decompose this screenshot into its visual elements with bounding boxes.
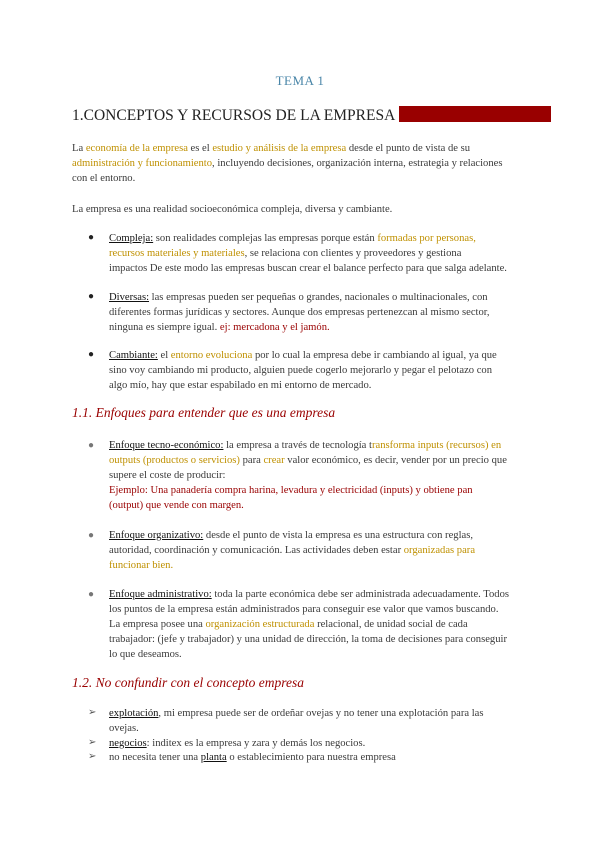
bullet-icon: ● <box>88 232 95 243</box>
section-heading: 1.CONCEPTOS Y RECURSOS DE LA EMPRESA <box>72 106 551 125</box>
arrow-item-planta: no necesita tener una planta o establecimiento para nuestra empresa <box>109 752 396 763</box>
bullet-icon: ● <box>88 530 95 541</box>
arrow-bullet-icon: ➢ <box>88 737 97 748</box>
bullet-icon: ● <box>88 440 95 451</box>
arrow-bullet-icon: ➢ <box>88 707 97 718</box>
bullet-diversas: Diversas: las empresas pueden ser pequeñas o grandes, nacionales o multinacionales, con diferentes formas jurídicas y sectores. Aunque dos empresas pertenezcan al mismo sector, ninguna es siempre igual. ej: mercadona y el jamón. <box>109 292 490 333</box>
redaction-bar <box>399 106 551 122</box>
bullet-compleja: Compleja: son realidades complejas las empresas porque están formadas por personas, recursos materiales y materiales, se relaciona con clientes y proveedores y gestiona impactos De este modo las empresas buscan crear el balance perfecto para que salga adelante. <box>109 233 507 274</box>
bullet-enfoque-organizativo: Enfoque organizativo: desde el punto de vista la empresa es una estructura con reglas, autoridad, coordinación y comunicación. Las actividades deben estar organizadas para funcionar bien. <box>109 530 476 571</box>
arrow-bullet-icon: ➢ <box>88 751 97 762</box>
arrow-item-negocios: negocios: inditex es la empresa y zara y demás los negocios. <box>109 738 366 749</box>
bullet-cambiante: Cambiante: el entorno evoluciona por lo cual la empresa debe ir cambiando al igual, ya que sino voy cambiando mi producto, alguien puede cogerlo mejorarlo y pegar el pelotazo con algo mío, hay que estar espabilado en mi entorno de mercado. <box>109 350 497 391</box>
document-header: TEMA 1 <box>275 73 325 88</box>
intro-paragraph: La economía de la empresa es el estudio y análisis de la empresa desde el punto de vista de su administración y funcionamiento, incluyendo decisiones, organización interna, estrategia y relaciones con el entorno. <box>72 143 503 184</box>
subsection-heading-1-2: 1.2. No confundir con el concepto empresa <box>72 675 304 690</box>
bullet-icon: ● <box>88 589 95 600</box>
bullet-icon: ● <box>88 291 95 302</box>
bullet-icon: ● <box>88 349 95 360</box>
summary-paragraph: La empresa es una realidad socioeconómica compleja, diversa y cambiante. <box>72 204 393 215</box>
bullet-enfoque-tecno: Enfoque tecno-económico: la empresa a través de tecnología transforma inputs (recursos) en outputs (productos o servicios) para crear valor económico, es decir, vender por un precio que supere el coste de producir: Ejemplo: Una panadería compra harina, levadura y electricidad (inputs) y obtiene pan (output) que vende con margen. <box>109 440 507 511</box>
arrow-item-explotacion: explotación, mi empresa puede ser de ordeñar ovejas y no tener una explotación para las ovejas. <box>109 708 484 734</box>
bullet-enfoque-administrativo: Enfoque administrativo: toda la parte económica debe ser administrada adecuadamente. Todos los puntos de la empresa están administrados para conseguir ese valor que vamos buscando. La empresa posee una organización estructurada relacional, de unidad social de cada trabajador: (jefe y trabajador) y una unidad de dirección, la toma de decisiones para conseguir lo que deseamos. <box>109 589 510 660</box>
subsection-heading-1-1: 1.1. Enfoques para entender que es una empresa <box>72 405 336 420</box>
